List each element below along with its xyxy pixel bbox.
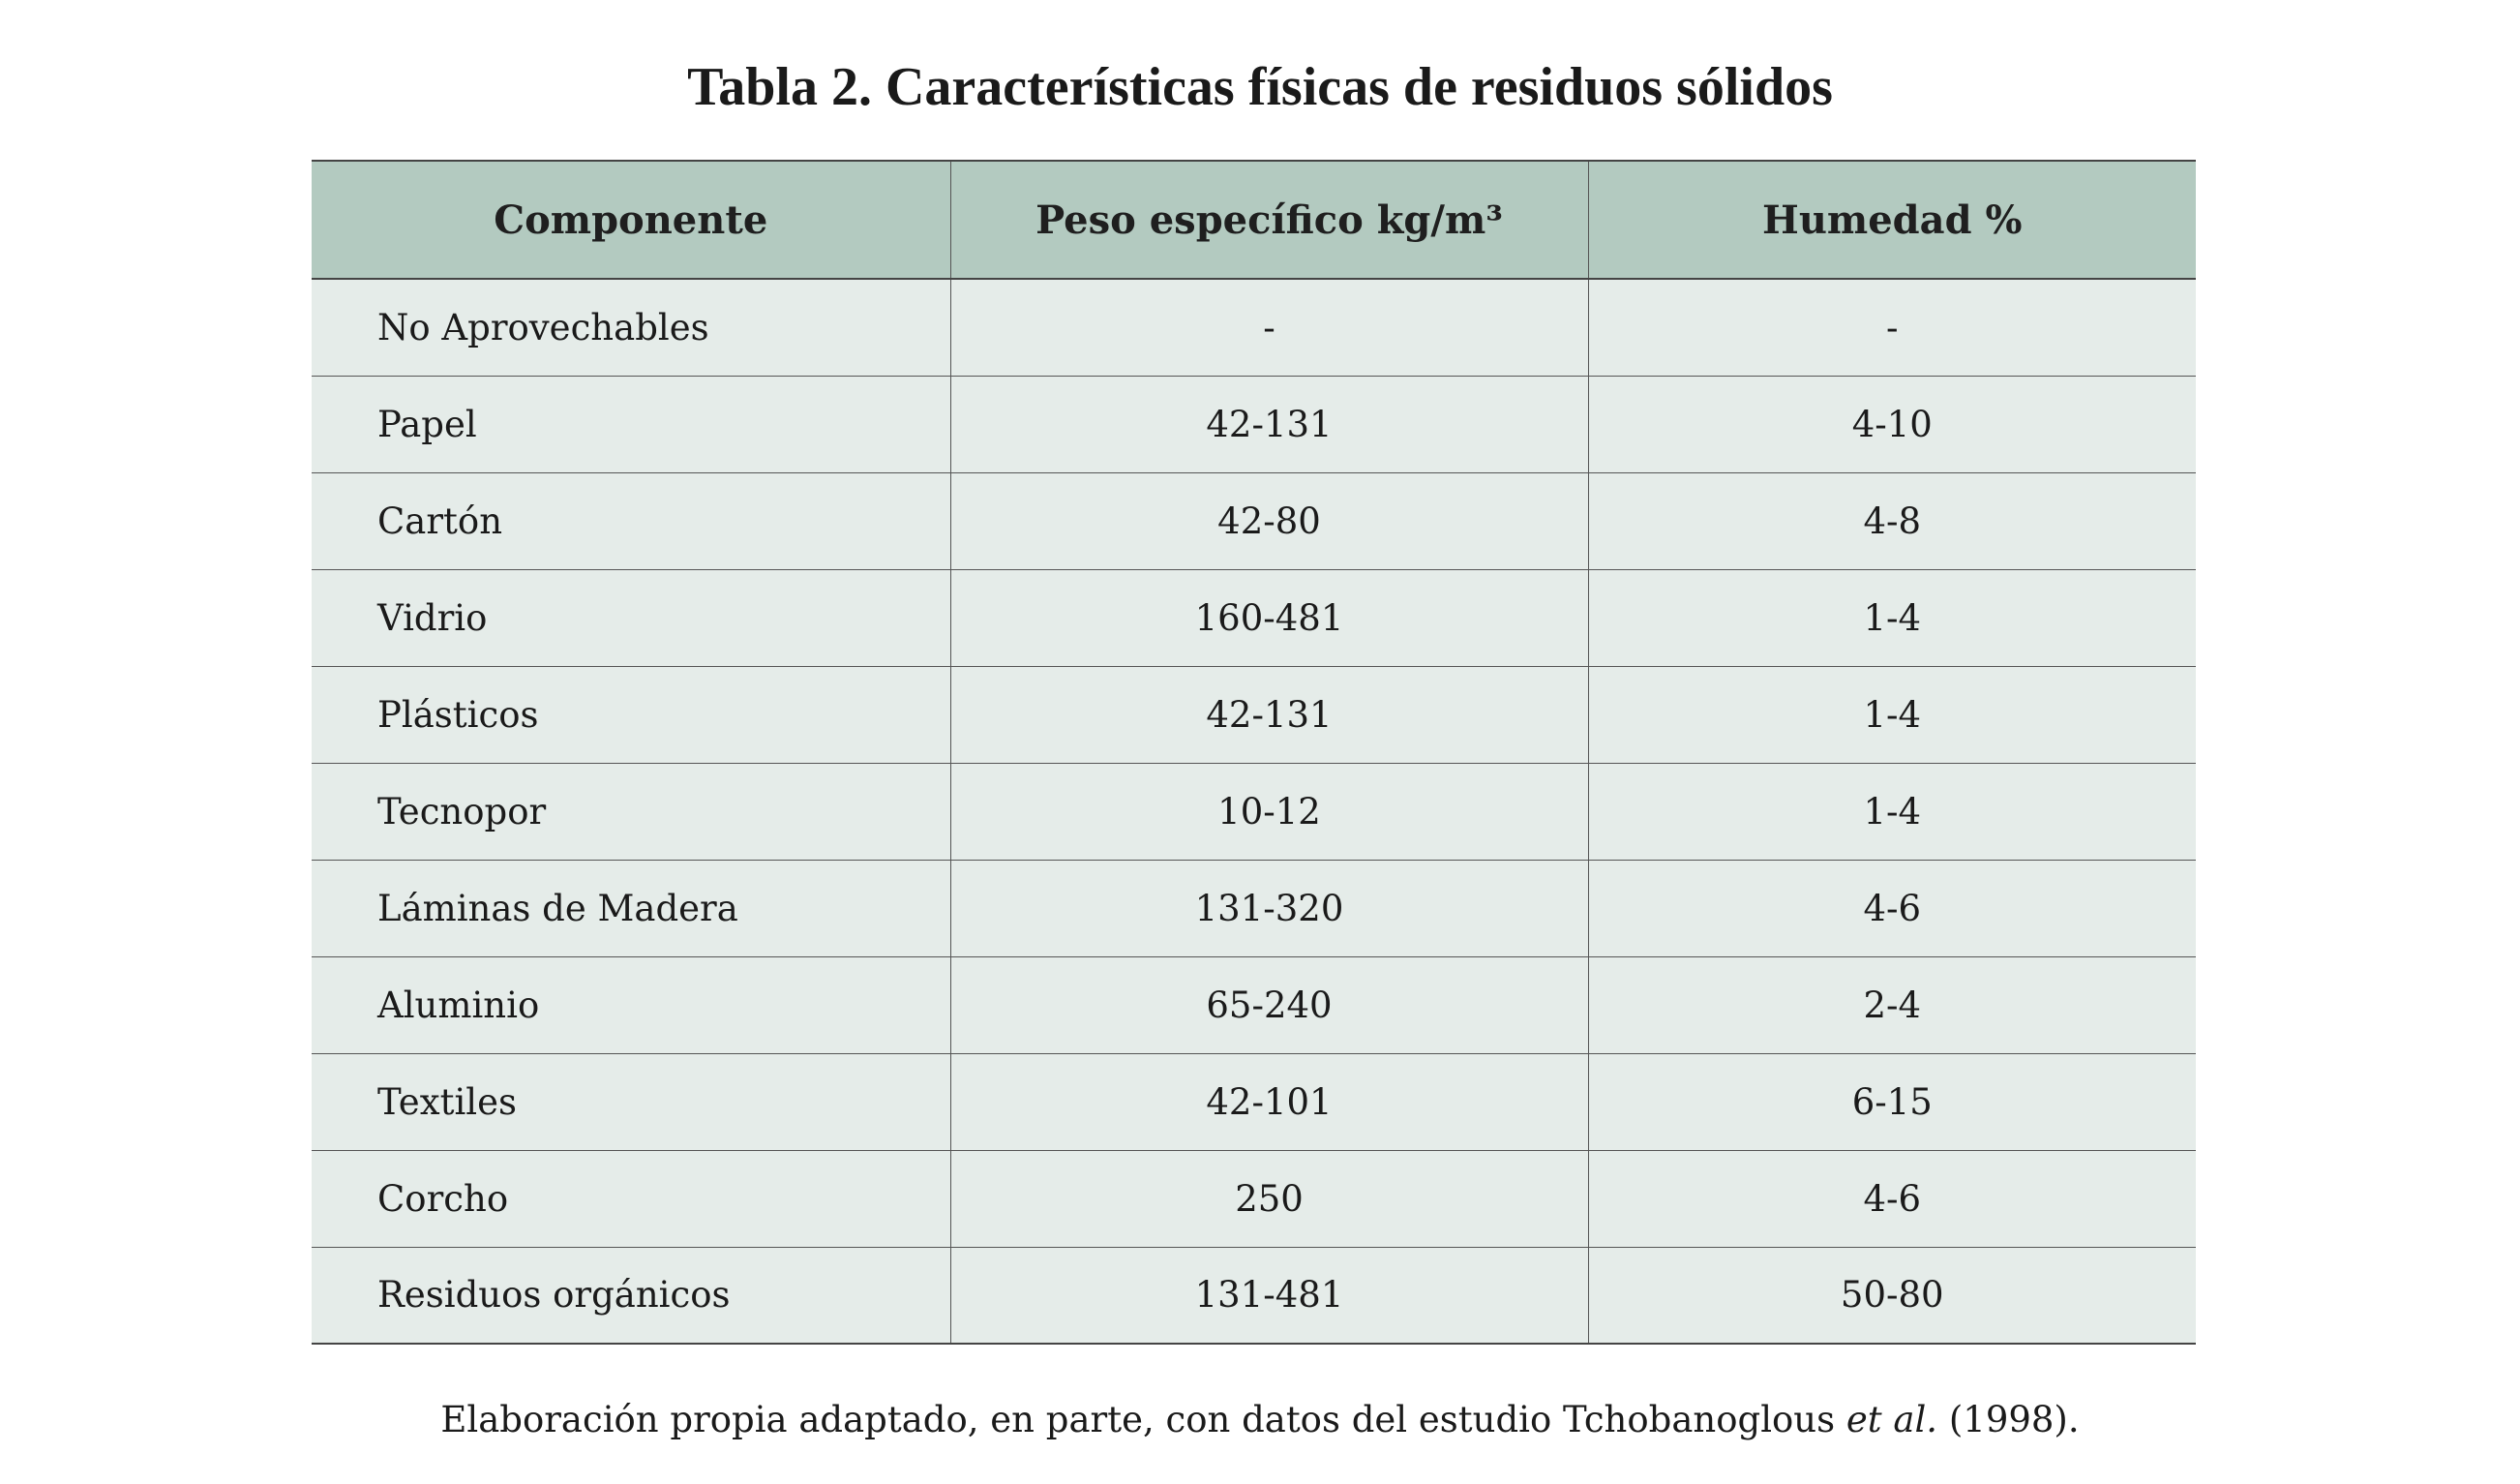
cell-componente: Cartón	[312, 472, 950, 569]
table-body	[312, 279, 2196, 1344]
cell-componente: Residuos orgánicos	[312, 1247, 950, 1344]
cell-peso-especifico: -	[950, 279, 1588, 376]
table-row	[312, 376, 2196, 472]
table-row	[312, 569, 2196, 666]
column-header-peso-especifico: Peso específico kg/m³	[950, 161, 1588, 279]
cell-componente: Corcho	[312, 1150, 950, 1247]
table-row	[312, 763, 2196, 860]
cell-humedad: 1-4	[1588, 763, 2196, 860]
source-note-italic: et al.	[1845, 1399, 1938, 1440]
cell-peso-especifico: 42-101	[950, 1053, 1588, 1150]
cell-componente: Láminas de Madera	[312, 860, 950, 956]
table-row	[312, 860, 2196, 956]
cell-peso-especifico: 131-320	[950, 860, 1588, 956]
cell-humedad: 4-10	[1588, 376, 2196, 472]
cell-peso-especifico: 160-481	[950, 569, 1588, 666]
source-note-year: (1998).	[1937, 1399, 2080, 1440]
table-row	[312, 279, 2196, 376]
cell-componente: Vidrio	[312, 569, 950, 666]
table-row	[312, 1150, 2196, 1247]
residuos-table	[312, 160, 2196, 1345]
cell-humedad: 50-80	[1588, 1247, 2196, 1344]
table-row	[312, 1053, 2196, 1150]
table-header-row	[312, 161, 2196, 279]
cell-humedad: -	[1588, 279, 2196, 376]
cell-peso-especifico: 42-131	[950, 376, 1588, 472]
cell-peso-especifico: 131-481	[950, 1247, 1588, 1344]
table-row	[312, 666, 2196, 763]
cell-peso-especifico: 250	[950, 1150, 1588, 1247]
cell-componente: Tecnopor	[312, 763, 950, 860]
source-note-text: Elaboración propia adaptado, en parte, con datos del estudio Tchobanoglous	[440, 1399, 1846, 1440]
cell-peso-especifico: 10-12	[950, 763, 1588, 860]
table-row	[312, 472, 2196, 569]
table-container	[312, 160, 2196, 1345]
cell-peso-especifico: 65-240	[950, 956, 1588, 1053]
cell-humedad: 1-4	[1588, 569, 2196, 666]
cell-humedad: 4-6	[1588, 860, 2196, 956]
cell-humedad: 4-8	[1588, 472, 2196, 569]
cell-humedad: 6-15	[1588, 1053, 2196, 1150]
cell-componente: No Aprovechables	[312, 279, 950, 376]
cell-componente: Textiles	[312, 1053, 950, 1150]
column-header-componente: Componente	[312, 161, 950, 279]
cell-componente: Aluminio	[312, 956, 950, 1053]
cell-peso-especifico: 42-131	[950, 666, 1588, 763]
cell-peso-especifico: 42-80	[950, 472, 1588, 569]
table-title: Tabla 2. Características físicas de residuos sólidos	[687, 57, 1833, 117]
cell-componente: Plásticos	[312, 666, 950, 763]
cell-humedad: 1-4	[1588, 666, 2196, 763]
cell-componente: Papel	[312, 376, 950, 472]
cell-humedad: 4-6	[1588, 1150, 2196, 1247]
cell-humedad: 2-4	[1588, 956, 2196, 1053]
table-row	[312, 956, 2196, 1053]
table-row	[312, 1247, 2196, 1344]
source-note	[0, 1391, 2520, 1449]
column-header-humedad: Humedad %	[1588, 161, 2196, 279]
